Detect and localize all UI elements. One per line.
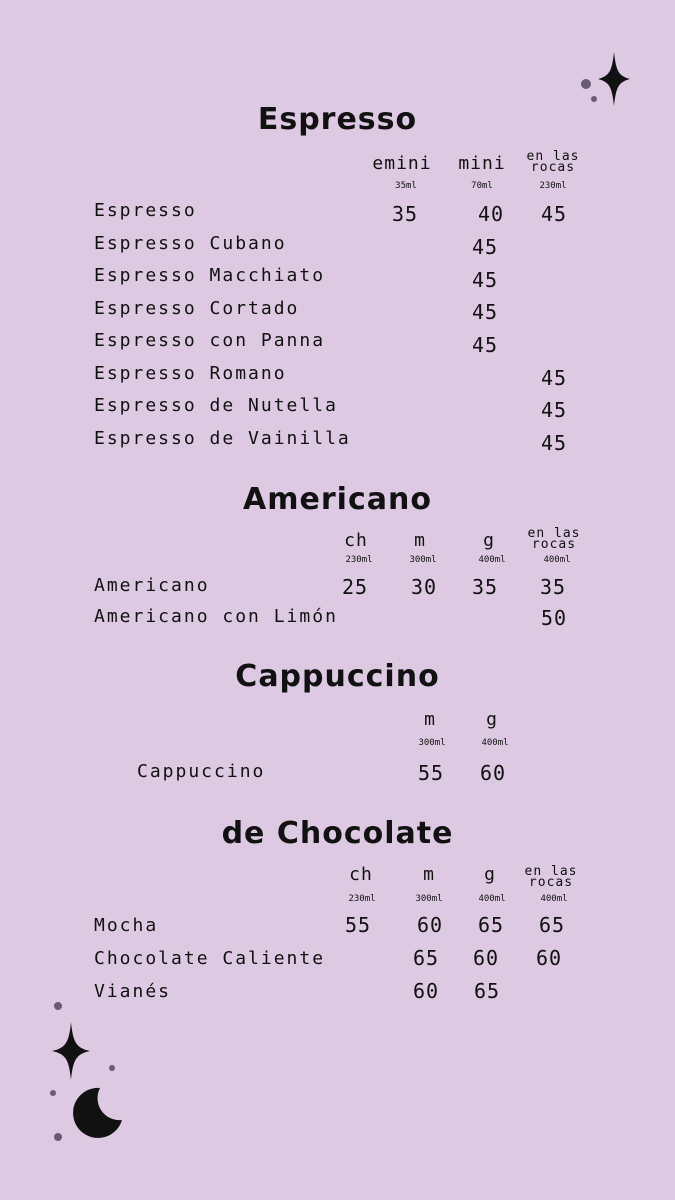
column-header: en las rocas [526,149,580,175]
column-volume: 400ml [540,894,568,904]
column-volume: 300ml [409,555,437,565]
column-header: g [484,864,496,885]
price: 25 [341,575,369,599]
menu-item: Mocha [94,915,159,936]
price: 35 [539,575,567,599]
menu-item: Vianés [94,981,172,1002]
price: 65 [412,946,440,970]
column-header: mini [458,153,506,174]
column-header: m [414,530,426,551]
sparkle-star-icon [598,52,630,106]
menu-item: Espresso de Vainilla [94,428,351,449]
section-title-chocolate: de Chocolate [221,816,454,851]
price: 50 [540,606,568,630]
menu-item: Espresso con Panna [94,330,326,351]
dot-decoration [44,998,124,1148]
price: 65 [473,979,501,1003]
price: 35 [391,202,419,226]
column-header: g [486,709,498,730]
menu-item: Espresso Cubano [94,233,287,254]
menu-item: Cappuccino [137,761,266,782]
section-title-espresso: Espresso [257,102,418,137]
price: 45 [471,235,499,259]
column-header: emini [372,153,432,174]
price: 30 [410,575,438,599]
price: 55 [417,761,445,785]
column-volume: 400ml [543,555,571,565]
price: 45 [540,202,568,226]
menu-item: Espresso Romano [94,363,287,384]
price: 40 [477,202,505,226]
menu-item: Espresso de Nutella [94,395,338,416]
price: 55 [344,913,372,937]
column-volume: 35ml [395,181,417,191]
menu-item: Americano con Limón [94,606,338,627]
price: 45 [540,398,568,422]
menu-item: Espresso Macchiato [94,265,326,286]
price: 60 [416,913,444,937]
column-volume: 230ml [345,555,373,565]
menu-item: Espresso Cortado [94,298,300,319]
price: 45 [540,366,568,390]
column-header: en las rocas [527,526,581,552]
price: 60 [412,979,440,1003]
column-header: en las rocas [524,864,578,890]
price: 45 [471,268,499,292]
section-title-americano: Americano [243,482,432,517]
column-volume: 230ml [348,894,376,904]
price: 45 [471,300,499,324]
column-volume: 300ml [415,894,443,904]
menu-item: Americano [94,575,210,596]
column-header: ch [349,864,373,885]
menu-item: Chocolate Caliente [94,948,326,969]
column-volume: 400ml [481,738,509,748]
price: 45 [471,333,499,357]
column-header: m [423,864,435,885]
column-volume: 70ml [471,181,493,191]
price: 60 [479,761,507,785]
price: 60 [535,946,563,970]
column-volume: 400ml [478,555,506,565]
column-header: m [424,709,436,730]
price: 45 [540,431,568,455]
price: 35 [471,575,499,599]
price: 65 [477,913,505,937]
column-header: ch [344,530,368,551]
column-volume: 300ml [418,738,446,748]
price: 60 [472,946,500,970]
column-volume: 230ml [539,181,567,191]
menu-item: Espresso [94,200,197,221]
column-volume: 400ml [478,894,506,904]
column-header: g [483,530,495,551]
section-title-cappuccino: Cappuccino [235,659,440,694]
price: 65 [538,913,566,937]
